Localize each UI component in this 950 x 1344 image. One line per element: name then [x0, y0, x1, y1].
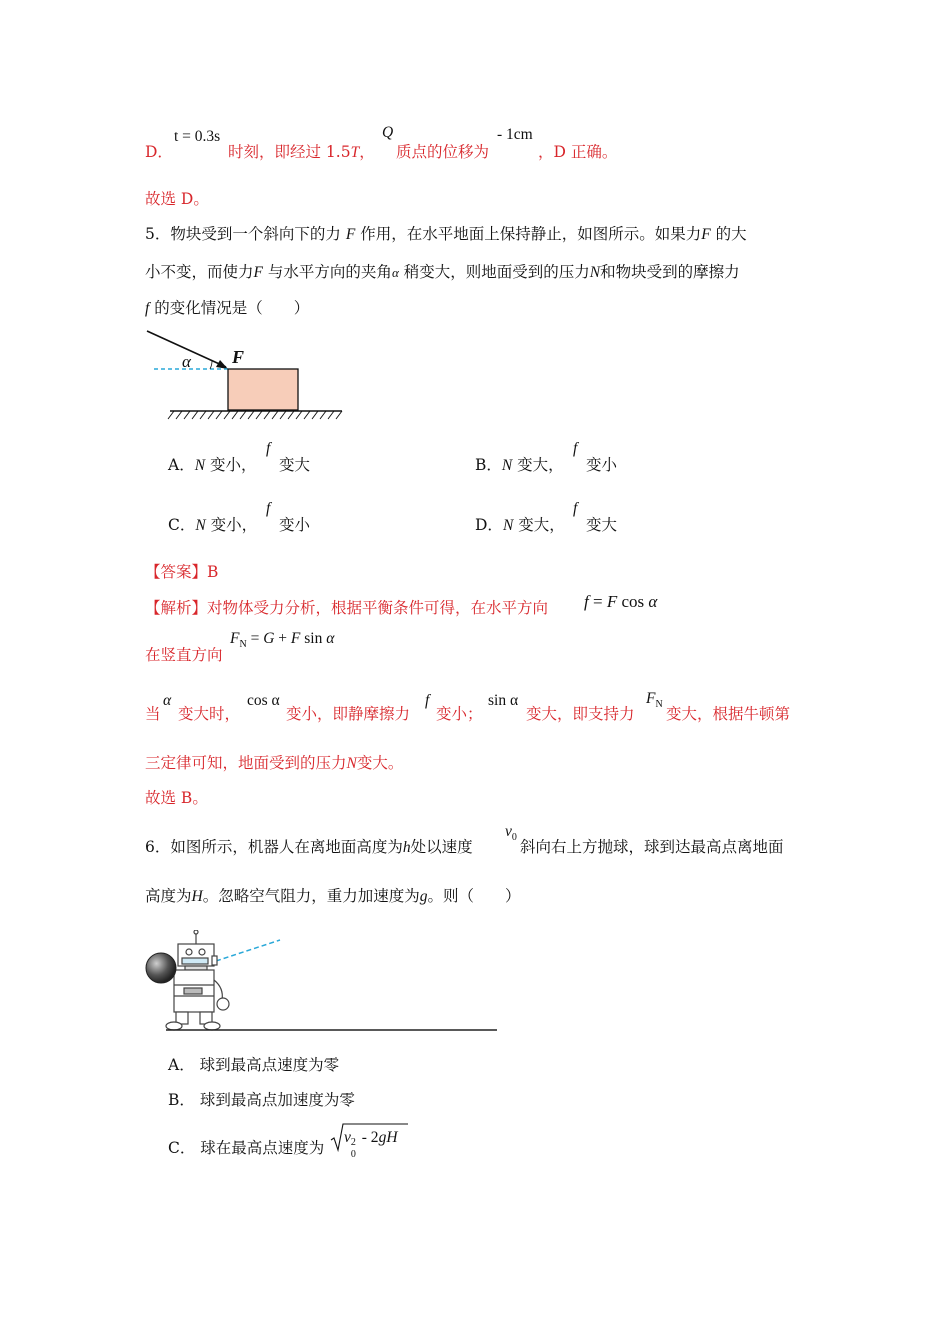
q6-option-a[interactable]: A． 球到最高点速度为零: [168, 1056, 340, 1074]
q5-force-diagram: [140, 325, 350, 425]
ground-hatching: [168, 411, 342, 419]
q5-option-c-f: f: [266, 500, 271, 517]
q5-analysis-line-3: 当: [145, 705, 161, 723]
q5-line-3: f 的变化情况是（ ）: [145, 299, 310, 317]
robot: [166, 930, 229, 1030]
q5-line-1: 5．物块受到一个斜向下的力 F 作用，在水平地面上保持静止，如图所示。如果力F 的大: [145, 225, 747, 243]
q5-text-a: 变大时，: [178, 705, 241, 723]
q5-eq-normal: $F_N = G + F$ sin α: [230, 630, 335, 651]
angle-alpha-label: α: [182, 352, 191, 371]
q5-cos-alpha: cos α: [247, 692, 280, 709]
q4-text-moment: 时刻，即经过 1.5T，: [228, 143, 375, 161]
q4-text-correct: ，D 正确。: [538, 143, 618, 161]
q5-text-e: 变大，根据牛顿第: [666, 705, 791, 723]
q6-line-1a: 6．如图所示，机器人在离地面高度为h处以速度: [145, 838, 473, 856]
force-arrow-head: [216, 360, 228, 369]
q4-option-d-label: D．: [145, 143, 173, 161]
q5-option-d[interactable]: D．N 变大，: [475, 516, 565, 534]
q4-text-displacement: 质点的位移为: [396, 143, 490, 161]
q5-line-2: 小不变，而使力F 与水平方向的夹角α 稍变大，则地面受到的压力N和物块受到的摩擦力: [145, 263, 740, 281]
q5-eq-friction: f = F cos α: [584, 592, 658, 611]
q6-line-2: 高度为H。忽略空气阻力，重力加速度为g。则（ ）: [145, 887, 521, 905]
q6-option-c-math: v 2 0 - 2gH: [344, 1129, 398, 1160]
q5-option-a[interactable]: A．N 变小，: [168, 456, 257, 474]
q5-fn: $F_N$: [646, 690, 663, 711]
q4-time-expression: t = 0.3s: [174, 128, 221, 145]
q5-option-c[interactable]: C．N 变小，: [168, 516, 258, 534]
q5-f-2: f: [425, 692, 430, 709]
q5-choose: 故选 B。: [145, 789, 208, 807]
q5-answer: 【答案】B: [145, 563, 219, 581]
q5-option-b-f: f: [573, 440, 578, 457]
q5-vertical-label: 在竖直方向: [145, 646, 223, 664]
throw-trajectory-line: [216, 940, 280, 961]
q4-point-q: Q: [382, 124, 394, 141]
q6-robot-diagram: [140, 930, 500, 1035]
ball: [146, 953, 176, 983]
angle-arc: [210, 360, 212, 369]
q6-option-c[interactable]: C． 球在最高点速度为: [168, 1139, 325, 1157]
q5-sin-alpha: sin α: [488, 692, 519, 709]
q5-option-a-f: f: [266, 440, 271, 457]
q5-analysis-line-4: 三定律可知，地面受到的压力N变大。: [145, 754, 404, 772]
q6-v0: $v_0$: [505, 823, 517, 844]
force-f-label: F: [232, 347, 245, 367]
block: [228, 369, 298, 410]
q5-text-c: 变小；: [436, 705, 483, 723]
q5-option-d-f-text: 变大: [586, 516, 618, 534]
q5-text-d: 变大，即支持力: [526, 705, 635, 723]
q4-displacement-value: - 1cm: [497, 126, 533, 143]
q6-line-1b: 斜向右上方抛球，球到达最高点离地面: [520, 838, 784, 856]
q4-choose: 故选 D。: [145, 190, 209, 208]
q5-option-a-f-text: 变大: [279, 456, 311, 474]
q5-text-b: 变小，即静摩擦力: [286, 705, 411, 723]
q6-option-b[interactable]: B． 球到最高点加速度为零: [168, 1091, 355, 1109]
q5-option-b[interactable]: B．N 变大，: [475, 456, 564, 474]
q5-option-c-f-text: 变小: [279, 516, 311, 534]
q5-alpha-1: α: [163, 692, 172, 709]
q5-option-d-f: f: [573, 500, 578, 517]
q5-analysis-line-1: 【解析】对物体受力分析，根据平衡条件可得，在水平方向: [145, 599, 549, 617]
q5-option-b-f-text: 变小: [586, 456, 618, 474]
